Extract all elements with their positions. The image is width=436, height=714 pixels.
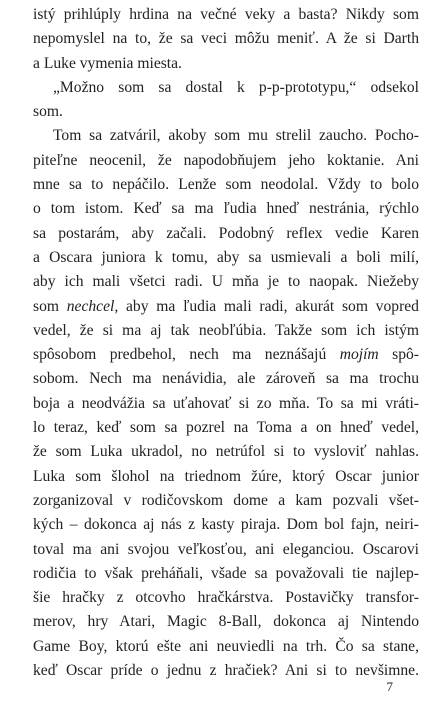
text-line: Luka som šlohol na triednom žúre, ktorý Oscar junior: [33, 467, 419, 485]
text-line: sobom. Nech ma nenávidia, ale zároveň sa ma trochu: [33, 370, 419, 388]
text-line: „Možno som sa dostal k p-p-prototypu,“ odsekol: [53, 78, 419, 96]
text-line: a Luke vymenia miesta.: [33, 54, 182, 72]
text-segment: som: [33, 297, 67, 315]
text-line: a Oscara juniora k tomu, aby sa usmievali a boli milí,: [33, 248, 419, 266]
text-line: sa postarám, aby začali. Podobný reflex vedie Karen: [33, 224, 419, 242]
text-line: zorganizoval v rodičovskom dome a kam pozvali všet-: [33, 491, 419, 509]
text-line: o tom istom. Keď sa ma ľudia hneď nestránia, rýchlo: [33, 200, 419, 218]
text-line: šie hračky z otcovho hračkárstva. Postavičky transfor-: [33, 589, 419, 607]
text-line: [33, 295, 419, 319]
text-segment: spôsobom predbehol, nech ma neznášajú: [33, 346, 340, 364]
page-number: 7: [386, 679, 393, 694]
italic-text: mojím: [339, 346, 379, 364]
text-line: Tom sa zatváril, akoby som mu strelil zaucho. Pocho-: [53, 127, 419, 145]
text-line: istý prihlúply hrdina na večné veky a basta? Nikdy som: [33, 6, 419, 23]
text-line: nepomyslel na to, že sa veci môžu meniť. A že si Darth: [33, 30, 419, 48]
text-segment: aby ma ľudia mali radi, akurát som vopred: [118, 297, 419, 315]
italic-text: nechcel,: [66, 297, 119, 315]
text-line: mne sa to nepáčilo. Lenže som neodolal. Vždy to bolo: [33, 176, 419, 194]
text-line: Game Boy, ktorú ešte ani neuviedli na trh. Čo sa stane,: [33, 637, 419, 655]
text-line: rodičia to však preháňali, všade sa považovali tie najlep-: [33, 564, 419, 582]
text-line: aby ich mali všetci radi. U mňa je to naopak. Niežeby: [33, 273, 419, 291]
text-line: toval ma ani svojou veľkosťou, ani eleganciou. Oscarovi: [33, 540, 419, 558]
text-line: merov, hry Atari, Magic 8-Ball, dokonca aj Nintendo: [33, 613, 419, 631]
text-segment: spô-: [378, 346, 419, 364]
text-line: lo teraz, keď som sa pozrel na Toma a on hneď vedel,: [33, 419, 419, 437]
text-line: boja a neodvážia sa uťahovať si zo mňa. To sa mi vráti-: [33, 394, 419, 412]
text-line: že som Luka ukradol, no netrúfol si to vysloviť nahlas.: [33, 443, 419, 461]
text-line: keď Oscar príde o jednu z hračiek? Ani si to nevšimne.: [33, 662, 419, 680]
text-line: kých – dokonca aj nás z kasty piraja. Dom bol fajn, neiri-: [33, 516, 419, 534]
text-line: piteľne neocenil, že napodobňujem jeho koktanie. Ani: [33, 151, 419, 169]
text-line: [33, 343, 419, 367]
text-line: vedel, že si ma aj tak neobľúbia. Takže som ich istým: [33, 321, 419, 339]
body-text: [33, 3, 419, 683]
text-line: som.: [33, 103, 63, 121]
